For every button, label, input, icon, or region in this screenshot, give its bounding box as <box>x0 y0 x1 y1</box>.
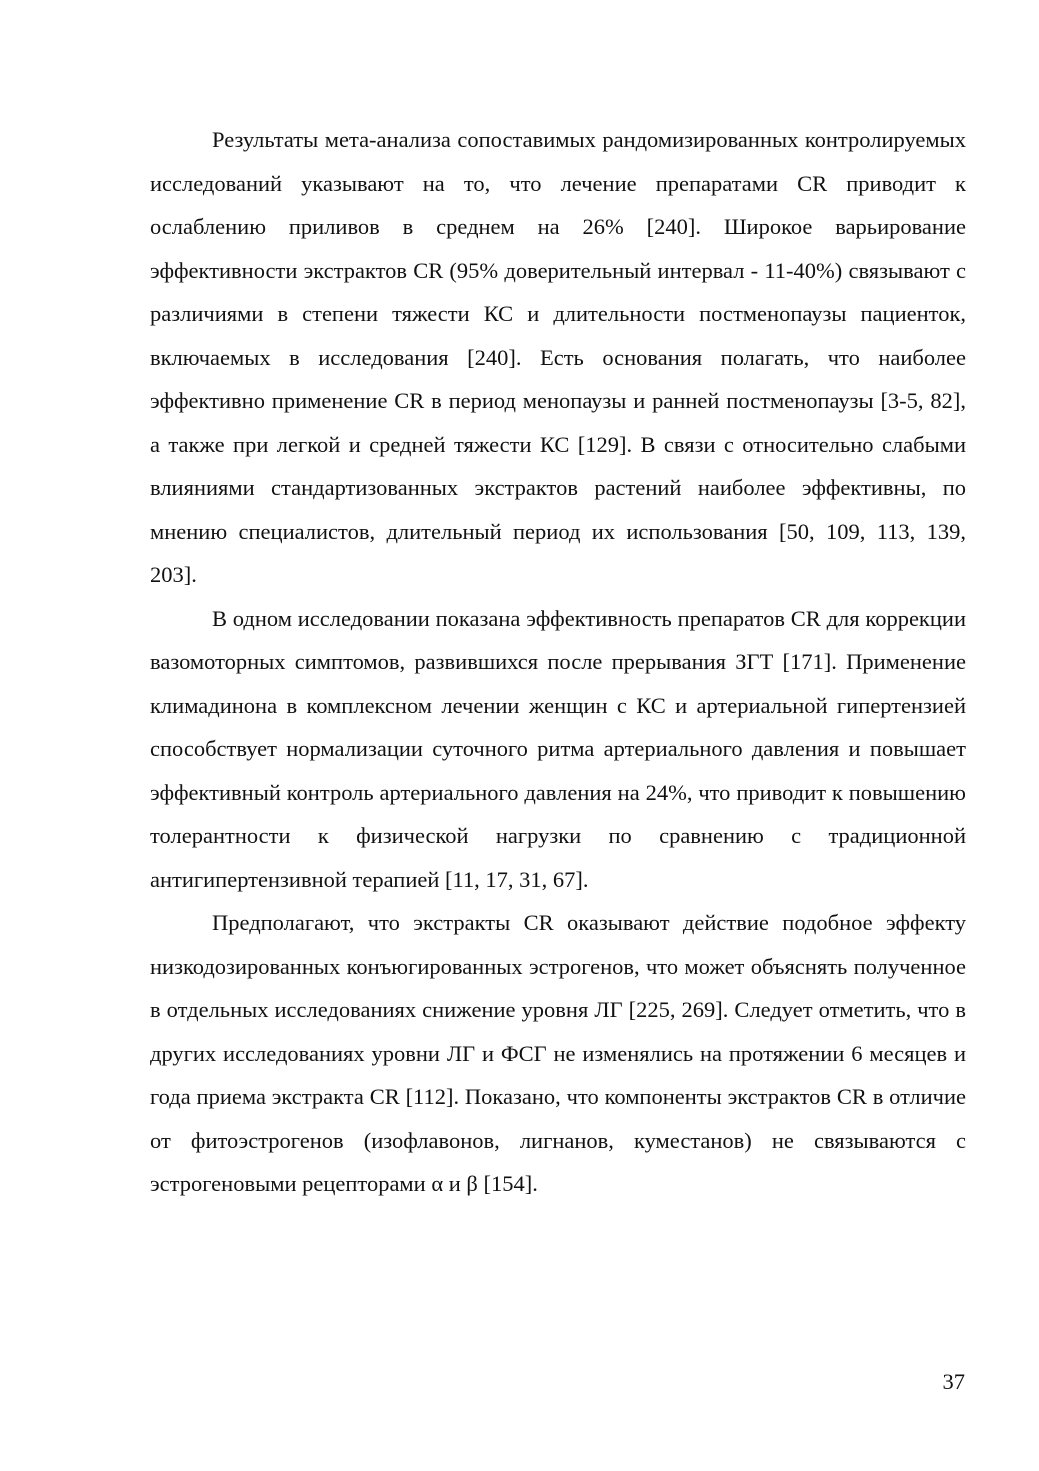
paragraph-2: В одном исследовании показана эффективность препаратов CR для коррекции вазомоторных симптомов, развившихся после прерывания ЗГТ [171]. Применение климадинона в комплексном лечении женщин с КС и артериальной гипертензией способствует нормализации суточного ритма артериального давления и повышает эффективный контроль артериального давления на 24%, что приводит к повышению толерантности к физической нагрузки по сравнению с традиционной антигипертензивной терапией [11, 17, 31, 67]. <box>150 605 966 892</box>
body-text <box>150 118 966 1206</box>
page-number: 37 <box>942 1369 965 1394</box>
paragraph-3: Предполагают, что экстракты CR оказывают действие подобное эффекту низкодозированных конъюгированных эстрогенов, что может объяснять полученное в отдельных исследованиях снижение уровня ЛГ [225, 269]. Следует отметить, что в других исследованиях уровни ЛГ и ФСГ не изменялись на протяжении 6 месяцев и года приема экстракта CR [112]. Показано, что компоненты экстрактов CR в отличие от фитоэстрогенов (изофлавонов, лигнанов, куместанов) не связываются с эстрогеновыми рецепторами α и β [154]. <box>150 910 966 1196</box>
paragraph-1: Результаты мета-анализа сопоставимых рандомизированных контролируемых исследований указывают на то, что лечение препаратами CR приводит к ослаблению приливов в среднем на 26% [240]. Широкое варьирование эффективности экстрактов CR (95% доверительный интервал - 11-40%) связывают с различиями в степени тяжести КС и длительности постменопаузы пациенток, включаемых в исследования [240]. Есть основания полагать, что наиболее эффективно применение CR в период менопаузы и ранней постменопаузы [3-5, 82], а также при легкой и средней тяжести КС [129]. В связи с относительно слабыми влияниями стандартизованных экстрактов растений наиболее эффективны, по мнению специалистов, длительный период их использования [50, 109, 113, 139, 203]. <box>150 127 966 587</box>
